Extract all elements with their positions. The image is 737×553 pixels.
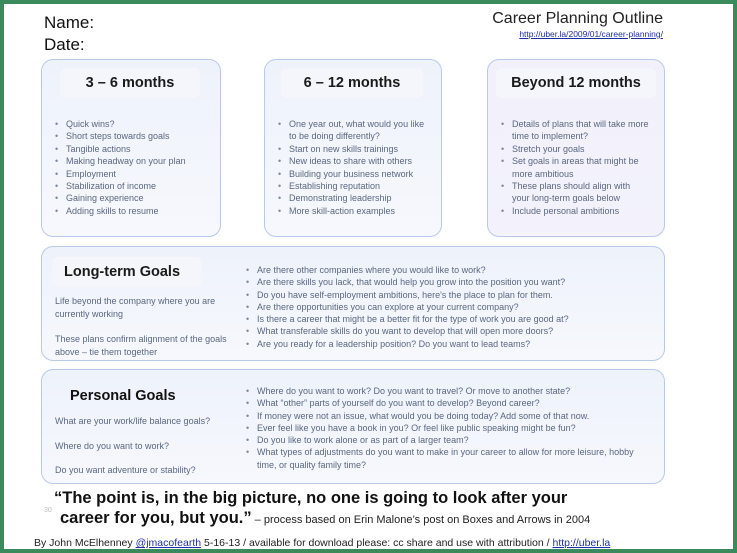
list-item: • What transferable skills do you want to develop that will open more doors? <box>245 325 655 337</box>
date-label: Date: <box>44 35 85 54</box>
list-item: • Do you have self-employment ambitions, here's the place to plan for them. <box>245 289 655 301</box>
personal-side-text-3: Do you want adventure or stability? <box>55 465 196 475</box>
list-item: • Do you like to work alone or as part of a larger team? <box>245 434 655 446</box>
long-term-questions <box>245 264 655 350</box>
box-personal-goals <box>41 369 665 484</box>
name-label: Name: <box>44 13 95 32</box>
list-item: • One year out, what would you like to be doing differently? <box>277 118 427 143</box>
box-beyond-12-months <box>487 59 665 237</box>
list-item: • What types of adjustments do you want to make in your career to allow for more leisure, hobby time, or quality family time? <box>245 446 655 471</box>
box-long-term-goals <box>41 246 665 361</box>
long-term-side-text-2: These plans confirm alignment of the goals above – tie them together <box>55 334 227 357</box>
quote-credit: – process based on Erin Malone’s post on Boxes and Arrows in 2004 <box>251 514 591 526</box>
box-beyond-12-months-heading: Beyond 12 months <box>496 68 656 98</box>
list-item: • Quick wins? <box>54 118 214 130</box>
footer-site-link[interactable]: http://uber.la <box>552 537 611 549</box>
list-item: • Gaining experience <box>54 192 214 204</box>
box-3-6-months-list <box>54 118 214 217</box>
list-item: • If money were not an issue, what would you be doing today? Add some of that now. <box>245 410 655 422</box>
list-item: • Demonstrating leadership <box>277 192 427 204</box>
list-item: • What “other” parts of yourself do you want to develop? Beyond career? <box>245 397 655 409</box>
list-item: • Are there skills you lack, that would help you grow into the position you want? <box>245 276 655 288</box>
list-item: • Where do you want to work? Do you want to travel? Or move to another state? <box>245 385 655 397</box>
list-item: • Short steps towards goals <box>54 130 214 142</box>
list-item: • Is there a career that might be a better fit for the type of work you are good at? <box>245 313 655 325</box>
quote-block <box>54 488 590 530</box>
personal-goals-heading: Personal Goals <box>70 388 176 404</box>
list-item: • More skill-action examples <box>277 205 427 217</box>
personal-side-text-1: What are your work/life balance goals? <box>55 416 211 426</box>
footer-prefix: By John McElhenney <box>34 537 136 549</box>
name-date-block <box>44 12 94 56</box>
list-item: • New ideas to share with others <box>277 155 427 167</box>
list-item: • Making headway on your plan <box>54 155 214 167</box>
personal-side-text-2: Where do you want to work? <box>55 441 170 451</box>
list-item: • These plans should align with your long-term goals below <box>500 180 650 205</box>
list-item: • Details of plans that will take more time to implement? <box>500 118 650 143</box>
box-6-12-months <box>264 59 442 237</box>
footer-middle: 5-16-13 / available for download please: cc share and use with attribution / <box>201 537 553 549</box>
footer <box>34 537 610 549</box>
list-item: • Set goals in areas that might be more ambitious <box>500 155 650 180</box>
quote-line-2 <box>54 508 590 530</box>
list-item: • Stretch your goals <box>500 143 650 155</box>
list-item: • Start on new skills trainings <box>277 143 427 155</box>
list-item: • Establishing reputation <box>277 180 427 192</box>
list-item: • Employment <box>54 168 214 180</box>
document-page <box>4 4 733 549</box>
source-link[interactable]: http://uber.la/2009/01/career-planning/ <box>519 29 663 39</box>
list-item: • Ever feel like you have a book in you? Or feel like public speaking might be fun? <box>245 422 655 434</box>
list-item: • Adding skills to resume <box>54 205 214 217</box>
list-item: • Stabilization of income <box>54 180 214 192</box>
quote-line-2-text: career for you, but you.” <box>60 509 252 527</box>
footer-handle-link[interactable]: @jmacofearth <box>135 537 202 549</box>
page-title: Career Planning Outline <box>492 10 663 27</box>
list-item: • Are you ready for a leadership position? Do you want to lead teams? <box>245 338 655 350</box>
list-item: • Tangible actions <box>54 143 214 155</box>
list-item: • Are there other companies where you would like to work? <box>245 264 655 276</box>
box-beyond-12-months-list <box>500 118 650 217</box>
long-term-goals-heading: Long-term Goals <box>52 257 202 287</box>
quote-line-1: “The point is, in the big picture, no one is going to look after your <box>54 489 568 507</box>
list-item: • Include personal ambitions <box>500 205 650 217</box>
long-term-side-text-1: Life beyond the company where you are currently working <box>55 296 216 319</box>
personal-questions <box>245 385 655 471</box>
list-item: • Are there opportunities you can explore at your current company? <box>245 301 655 313</box>
box-6-12-months-heading: 6 – 12 months <box>281 68 423 98</box>
box-3-6-months-heading: 3 – 6 months <box>60 68 200 98</box>
box-6-12-months-list <box>277 118 427 217</box>
list-item: • Building your business network <box>277 168 427 180</box>
box-3-6-months <box>41 59 221 237</box>
slide-number: 30 <box>44 507 52 514</box>
